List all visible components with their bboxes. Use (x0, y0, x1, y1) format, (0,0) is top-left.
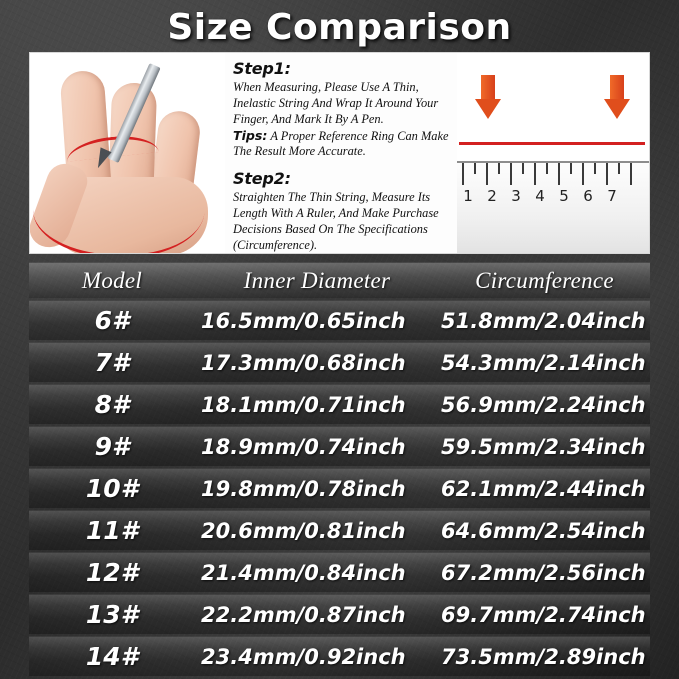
instruction-panel (29, 52, 650, 254)
table-row (29, 300, 650, 340)
page-title: Size Comparison (167, 7, 512, 48)
table-row (29, 552, 650, 592)
ruler-number: 7 (607, 187, 617, 205)
ruler-number: 2 (487, 187, 497, 205)
cell-diameter: 21.4mm/0.84inch (201, 560, 406, 585)
table-header-row (29, 262, 650, 298)
cell-circumference: 51.8mm/2.04inch (441, 308, 646, 333)
ruler-graphic (457, 161, 650, 254)
column-header-circumference: Circumference (475, 267, 614, 293)
cell-model: 12# (85, 558, 139, 587)
cell-model: 10# (85, 474, 139, 503)
cell-model: 6# (94, 306, 130, 335)
table-row (29, 426, 650, 466)
hand-graphic (36, 67, 220, 249)
cell-circumference: 62.1mm/2.44inch (441, 476, 646, 501)
cell-circumference: 64.6mm/2.54inch (441, 518, 646, 543)
measured-string-line (459, 142, 645, 145)
tips-text: A Proper Reference Ring Can Make The Result More Accurate. (233, 128, 449, 159)
ruler-number: 5 (559, 187, 569, 205)
cell-diameter: 17.3mm/0.68inch (201, 350, 406, 375)
column-header-model: Model (81, 267, 143, 293)
cell-model: 8# (94, 390, 130, 419)
cell-model: 14# (85, 642, 139, 671)
ruler-number: 1 (463, 187, 473, 205)
cell-circumference: 73.5mm/2.89inch (441, 644, 646, 669)
step1-label: Step1: (233, 59, 291, 78)
arrow-down-right-icon (604, 75, 630, 121)
table-row (29, 510, 650, 550)
cell-model: 7# (94, 348, 130, 377)
ruler-number: 3 (511, 187, 521, 205)
instruction-text (225, 53, 457, 253)
cell-circumference: 67.2mm/2.56inch (441, 560, 646, 585)
cell-diameter: 16.5mm/0.65inch (201, 308, 406, 333)
ruler-illustration (457, 53, 649, 253)
cell-diameter: 18.9mm/0.74inch (201, 434, 406, 459)
ruler-number: 6 (583, 187, 593, 205)
hand-illustration (30, 53, 225, 253)
cell-circumference: 69.7mm/2.74inch (441, 602, 646, 627)
column-header-inner-diameter: Inner Diameter (243, 267, 391, 293)
tips-label: Tips: (233, 127, 268, 143)
table-row (29, 384, 650, 424)
arrow-down-left-icon (475, 75, 501, 121)
step1-text: When Measuring, Please Use A Thin, Inelastic String And Wrap It Around Your Finger, And Mark It By A Pen. (233, 80, 439, 126)
cell-diameter: 18.1mm/0.71inch (201, 392, 406, 417)
table-row (29, 342, 650, 382)
table-row (29, 468, 650, 508)
cell-diameter: 22.2mm/0.87inch (201, 602, 406, 627)
size-table (29, 262, 650, 678)
cell-circumference: 59.5mm/2.34inch (441, 434, 646, 459)
cell-model: 9# (94, 432, 130, 461)
cell-model: 11# (85, 516, 139, 545)
cell-model: 13# (85, 600, 139, 629)
step2-text: Straighten The Thin String, Measure Its Length With A Ruler, And Make Purchase Decisions Based On The Specifications (Circumference). (233, 190, 439, 252)
cell-diameter: 23.4mm/0.92inch (201, 644, 406, 669)
table-row (29, 636, 650, 676)
cell-circumference: 54.3mm/2.14inch (441, 350, 646, 375)
table-row (29, 594, 650, 634)
cell-diameter: 20.6mm/0.81inch (201, 518, 406, 543)
step2-label: Step2: (233, 169, 291, 189)
cell-circumference: 56.9mm/2.24inch (441, 392, 646, 417)
ruler-number: 4 (535, 187, 545, 205)
cell-diameter: 19.8mm/0.78inch (201, 476, 406, 501)
